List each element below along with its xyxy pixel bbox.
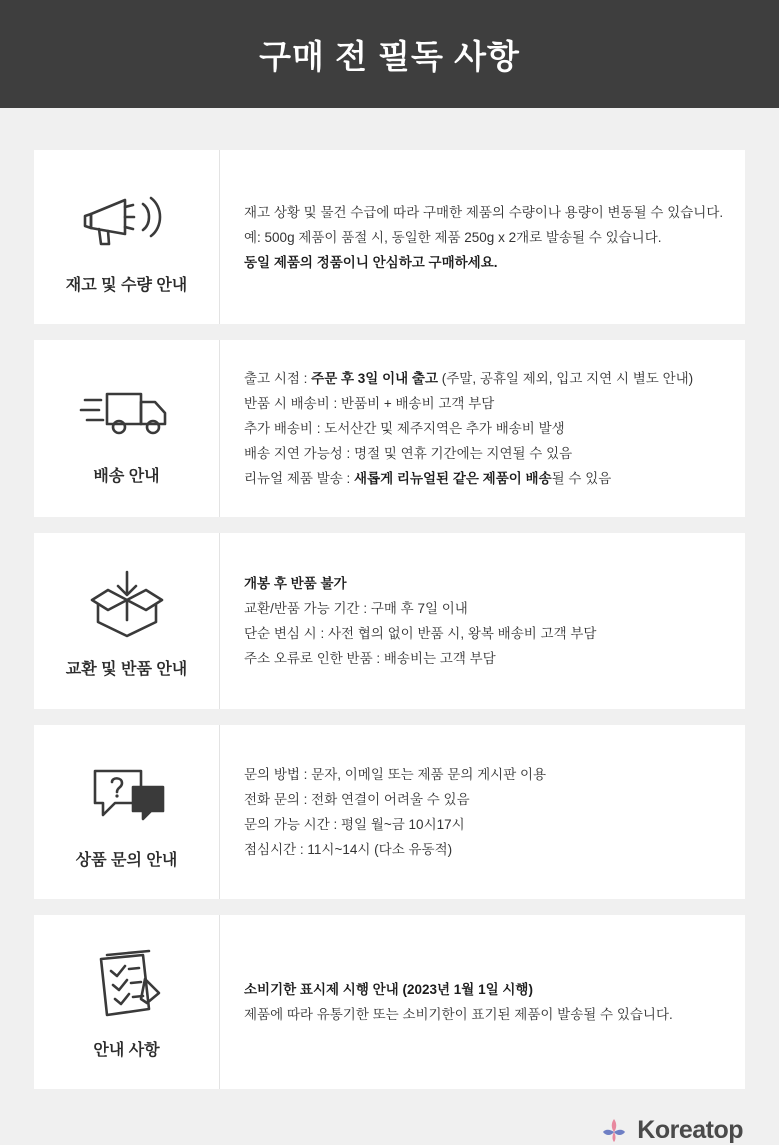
section-icon-column <box>34 533 220 709</box>
section-text-column <box>220 725 745 899</box>
section-icon-column <box>34 150 220 324</box>
megaphone-icon <box>81 182 173 258</box>
text-line: 개봉 후 반품 불가 <box>244 576 347 591</box>
page-title: 구매 전 필독 사항 <box>259 37 520 75</box>
text-line: 전화 문의 : 전화 연결이 어려울 수 있음 <box>244 792 470 807</box>
text-line: 점심시간 : 11시~14시 (다소 유동적) <box>244 842 453 857</box>
delivery-truck-icon <box>79 373 175 449</box>
section-label: 교환 및 반품 안내 <box>65 660 188 678</box>
section-text-column <box>220 533 745 709</box>
section-label: 배송 안내 <box>93 468 160 485</box>
text-line: 문의 가능 시간 : 평일 월~금 10시17시 <box>244 817 465 832</box>
text-line: 재고 상황 및 물건 수급에 따라 구매한 제품의 수량이나 용량이 변동될 수 있습니다. <box>244 204 724 220</box>
section-label: 안내 사항 <box>93 1041 160 1059</box>
sections-container <box>0 108 779 1089</box>
text-line: 제품에 따라 유통기한 또는 소비기한이 표기된 제품이 발송될 수 있습니다. <box>244 1007 673 1022</box>
open-box-icon <box>84 566 170 642</box>
text-line: 주소 오류로 인한 반품 : 배송비는 고객 부담 <box>244 651 496 666</box>
section-text-column <box>220 340 745 517</box>
page-header <box>0 0 779 108</box>
section-text-column <box>220 150 747 324</box>
text-line: 동일 제품의 정품이니 안심하고 구매하세요. <box>244 254 498 270</box>
text-line: 교환/반품 가능 기간 : 구매 후 7일 이내 <box>244 601 468 616</box>
section-product-inquiry <box>34 725 745 899</box>
text-line: 배송 지연 가능성 : 명절 및 연휴 기간에는 지연될 수 있음 <box>244 446 573 461</box>
section-label: 재고 및 수량 안내 <box>65 276 188 294</box>
section-icon-column <box>34 340 220 517</box>
section-notice <box>34 915 745 1089</box>
text-emphasis: 새롭게 리뉴얼된 같은 제품이 배송 <box>354 471 552 486</box>
lotus-flower-icon <box>599 1115 629 1145</box>
section-stock-quantity <box>34 150 745 324</box>
chat-question-icon <box>83 757 171 833</box>
section-icon-column <box>34 725 220 899</box>
text-line: 예: 500g 제품이 품절 시, 동일한 제품 250g x 2개로 발송될 수 있습니다. <box>244 229 662 245</box>
section-text-column <box>220 915 745 1089</box>
text-line: 출고 시점 : 주문 후 3일 이내 출고 (주말, 공휴일 제외, 입고 지연 시 별도 안내) <box>244 371 694 386</box>
brand-name: Koreatop <box>637 1115 743 1144</box>
text-line: 단순 변심 시 : 사전 협의 없이 반품 시, 왕복 배송비 고객 부담 <box>244 626 597 641</box>
section-icon-column <box>34 915 220 1089</box>
text-line: 소비기한 표시제 시행 안내 (2023년 1월 1일 시행) <box>244 982 533 997</box>
section-label: 상품 문의 안내 <box>75 851 178 869</box>
text-line: 반품 시 배송비 : 반품비 + 배송비 고객 부담 <box>244 396 495 411</box>
text-line: 추가 배송비 : 도서산간 및 제주지역은 추가 배송비 발생 <box>244 421 565 436</box>
section-exchange-return <box>34 533 745 709</box>
text-line: 문의 방법 : 문자, 이메일 또는 제품 문의 게시판 이용 <box>244 767 547 782</box>
section-delivery <box>34 340 745 517</box>
brand-footer <box>0 1105 779 1145</box>
text-line: 리뉴얼 제품 발송 : 새롭게 리뉴얼된 같은 제품이 배송될 수 있음 <box>244 471 612 486</box>
checklist-pencil-icon <box>87 947 167 1023</box>
text-emphasis: 주문 후 3일 이내 출고 <box>311 371 439 386</box>
